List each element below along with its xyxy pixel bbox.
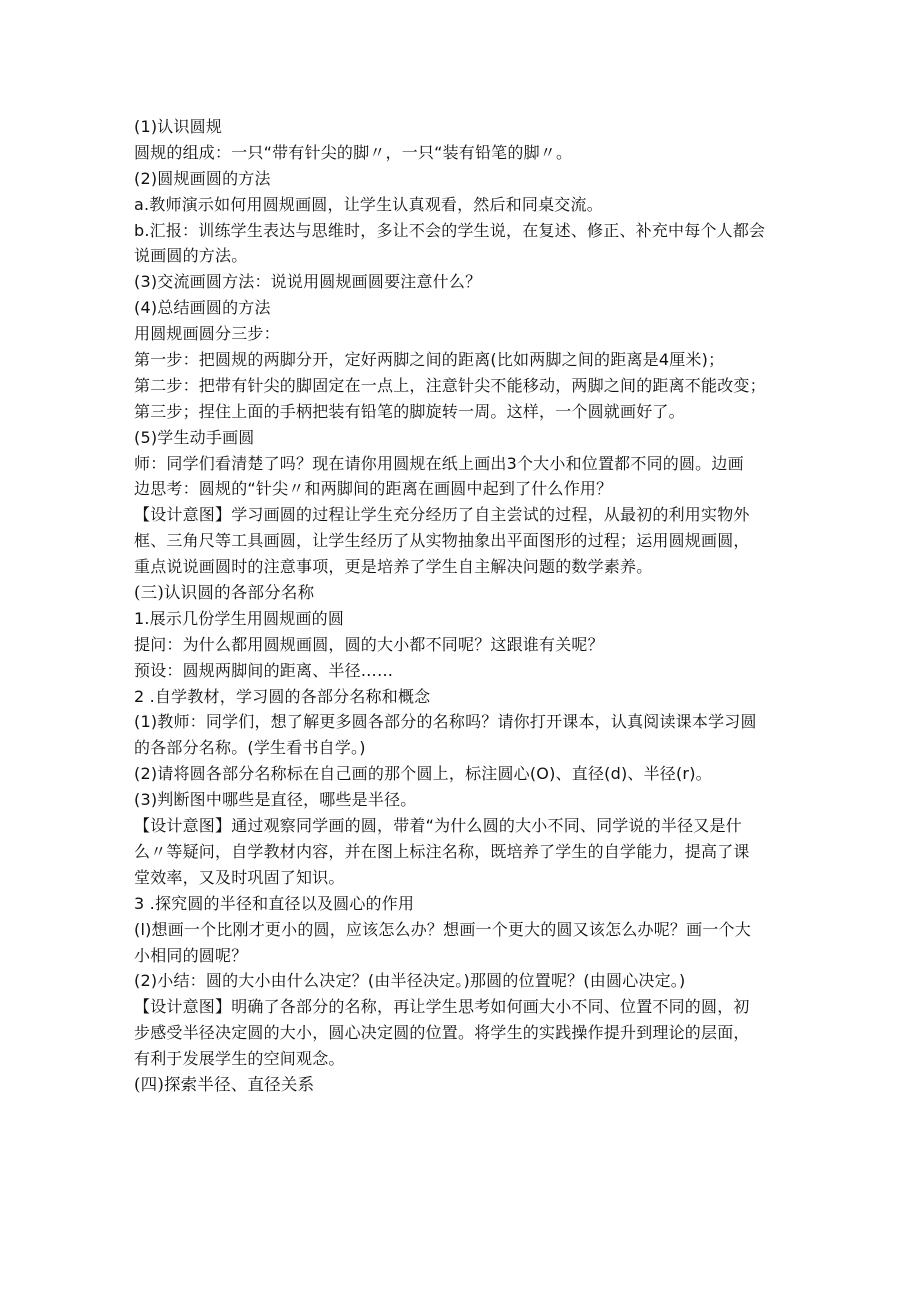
- text-line: 小相同的圆呢？: [134, 945, 248, 965]
- text-line: 重点说说画圆时的注意事项，更是培养了学生自主解决问题的数学素养。: [134, 557, 653, 577]
- text-line: (2)小结：圆的大小由什么决定？(由半径决定。)那圆的位置呢？(由圆心决定。): [134, 971, 686, 991]
- text-line: b.汇报：训练学生表达与思维时，多让不会的学生说，在复述、修正、补充中每个人都会: [134, 220, 766, 240]
- text-line: 2 .自学教材，学习圆的各部分名称和概念: [134, 686, 431, 706]
- text-line: 3 .探究圆的半径和直径以及圆心的作用: [134, 893, 415, 913]
- text-line: (3)判断图中哪些是直径，哪些是半径。: [134, 790, 417, 810]
- text-line: (l)想画一个比刚才更小的圆，应该怎么办？想画一个更大的圆又该怎么办呢？画一个大: [134, 919, 751, 939]
- text-line: 框、三角尺等工具画圆，让学生经历了从实物抽象出平面图形的过程；运用圆规画圆，: [134, 531, 750, 551]
- text-line: 【设计意图】通过观察同学画的圆，带着“为什么圆的大小不同、同学说的半径又是什: [134, 816, 742, 836]
- text-line: 圆规的组成：一只“带有针尖的脚〃，一只“装有铅笔的脚〃。: [134, 142, 573, 162]
- text-line: a.教师演示如何用圆规画圆，让学生认真观看，然后和同桌交流。: [134, 194, 603, 214]
- text-line: 有利于发展学生的空间观念。: [134, 1049, 345, 1069]
- text-line: 第二步：把带有针尖的脚固定在一点上，注意针尖不能移动，两脚之间的距离不能改变；: [134, 375, 766, 395]
- text-line: 【设计意图】明确了各部分的名称，再让学生思考如何画大小不同、位置不同的圆，初: [134, 997, 750, 1017]
- text-line: (2)圆规画圆的方法: [134, 168, 271, 188]
- text-line: 师：同学们看清楚了吗？现在请你用圆规在纸上画出3个大小和位置都不同的圆。边画: [134, 453, 744, 473]
- section-heading: (三)认识圆的各部分名称: [134, 583, 315, 603]
- text-line: 说画圆的方法。: [134, 246, 248, 266]
- text-line: 第三步；捏住上面的手柄把装有铅笔的脚旋转一周。这样，一个圆就画好了。: [134, 401, 685, 421]
- text-line: (1)教师：同学们，想了解更多圆各部分的名称吗？请你打开课本，认真阅读课本学习圆: [134, 712, 757, 732]
- text-line: (4)总结画圆的方法: [134, 298, 271, 318]
- text-line: 的各部分名称。(学生看书自学。): [134, 738, 366, 758]
- text-line: 用圆规画圆分三步：: [134, 324, 280, 344]
- text-line: 第一步：把圆规的两脚分开，定好两脚之间的距离(比如两脚之间的距离是4厘米)；: [134, 350, 725, 370]
- text-line: 提问：为什么都用圆规画圆，圆的大小都不同呢？这跟谁有关呢？: [134, 634, 604, 654]
- text-line: 步感受半径决定圆的大小，圆心决定圆的位置。将学生的实践操作提升到理论的层面，: [134, 1023, 750, 1043]
- text-line: 边思考：圆规的“针尖〃和两脚间的距离在画圆中起到了什么作用？: [134, 479, 613, 499]
- text-line: 【设计意图】学习画圆的过程让学生充分经历了自主尝试的过程，从最初的利用实物外: [134, 505, 750, 525]
- text-line: 预设：圆规两脚间的距离、半径……: [134, 660, 394, 680]
- document-body: [134, 114, 794, 1098]
- text-line: (1)认识圆规: [134, 117, 223, 136]
- text-line: 么〃等疑问，自学教材内容，并在图上标注名称，既培养了学生的自学能力，提高了课: [134, 841, 750, 861]
- text-line: 1.展示几份学生用圆规画的圆: [134, 608, 345, 628]
- section-heading: (四)探索半径、直径关系: [134, 1074, 315, 1094]
- text-line: (3)交流画圆方法：说说用圆规画圆要注意什么？: [134, 272, 482, 292]
- text-line: (2)请将圆各部分名称标在自己画的那个圆上，标注圆心(O)、直径(d)、半径(r)。: [134, 764, 712, 784]
- text-line: (5)学生动手画圆: [134, 427, 255, 447]
- text-line: 堂效率，又及时巩固了知识。: [134, 867, 345, 887]
